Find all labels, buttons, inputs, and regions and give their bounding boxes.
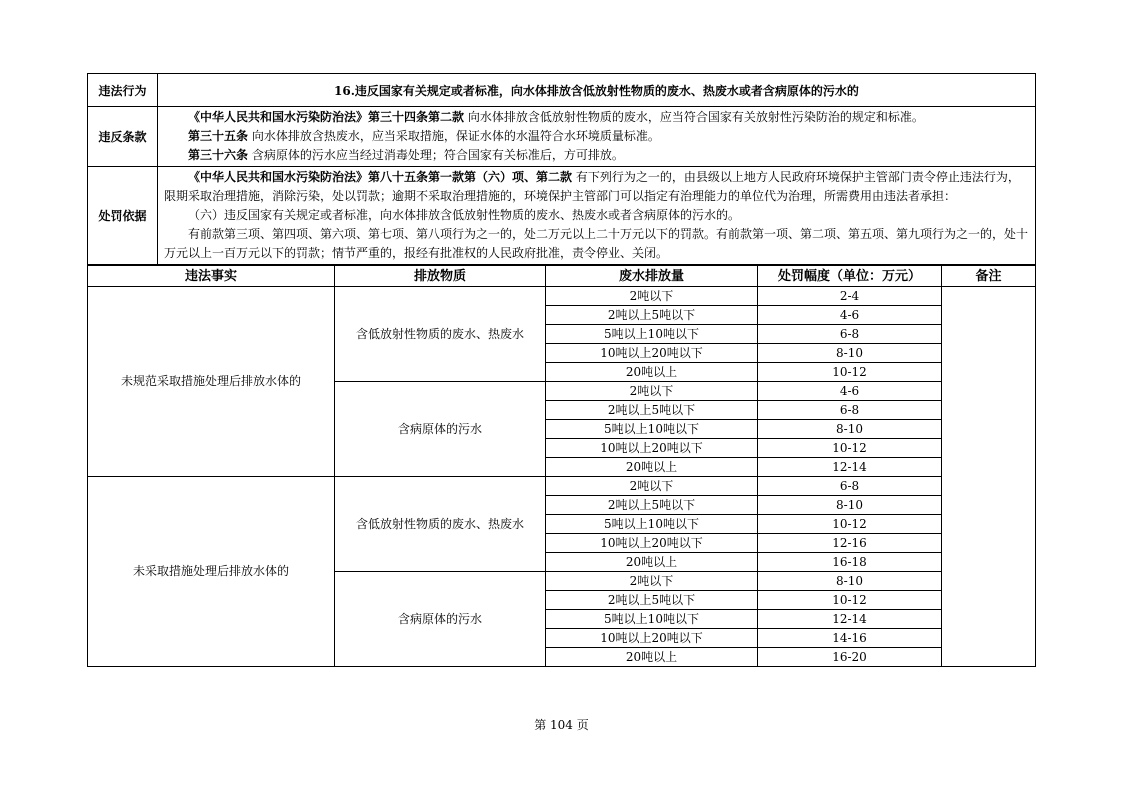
volume-cell: 2吨以上5吨以下 [546, 591, 758, 610]
clauses-row [88, 107, 1036, 167]
header-volume: 废水排放量 [546, 266, 758, 287]
clauses-label: 违反条款 [88, 107, 158, 167]
volume-cell: 5吨以上10吨以下 [546, 515, 758, 534]
substance-cell: 含低放射性物质的废水、热废水 [335, 477, 546, 572]
penalty-body [88, 287, 1036, 667]
volume-cell: 5吨以上10吨以下 [546, 420, 758, 439]
clause-body: 向水体排放含低放射性物质的废水，应当符合国家有关放射性污染防治的规定和标准。 [464, 110, 924, 124]
volume-cell: 20吨以上 [546, 363, 758, 382]
penalty-table [87, 265, 1036, 667]
basis-paragraph: 有前款第三项、第四项、第六项、第七项、第八项行为之一的，处二万元以上二十万元以下的罚款。有前款第一项、第二项、第五项、第九项行为之一的，处十万元以上一百万元以下的罚款；情节严重的，报经有批准权的人民政府批准，责令停业、关闭。 [164, 227, 1029, 260]
penalty-cell: 6-8 [758, 325, 942, 344]
penalty-cell: 14-16 [758, 629, 942, 648]
penalty-cell: 16-20 [758, 648, 942, 667]
volume-cell: 10吨以上20吨以下 [546, 629, 758, 648]
basis-body: 有下列行为之一的，由县级以上地方人民政府环境保护主管部门责令停止违法行为，限期采取治理措施，消除污染，处以罚款；逾期不采取治理措施的，环境保护主管部门可以指定有治理能力的单位代为治理，所需费用由违法者承担： [164, 170, 1020, 203]
volume-cell: 20吨以上 [546, 553, 758, 572]
header-penalty: 处罚幅度（单位：万元） [758, 266, 942, 287]
volume-cell: 2吨以上5吨以下 [546, 401, 758, 420]
penalty-cell: 10-12 [758, 363, 942, 382]
note-cell [942, 287, 1036, 667]
penalty-cell: 10-12 [758, 515, 942, 534]
volume-cell: 20吨以上 [546, 458, 758, 477]
volume-cell: 10吨以上20吨以下 [546, 534, 758, 553]
violation-fact-cell: 未采取措施处理后排放水体的 [88, 477, 335, 667]
volume-cell: 2吨以下 [546, 287, 758, 306]
clause-citation: 第三十五条 [188, 129, 249, 143]
volume-cell: 10吨以上20吨以下 [546, 344, 758, 363]
table-row [88, 287, 1036, 306]
basis-paragraph [164, 168, 1029, 206]
clause-paragraph [164, 146, 1029, 165]
substance-cell: 含病原体的污水 [335, 382, 546, 477]
volume-cell: 2吨以下 [546, 572, 758, 591]
volume-cell: 5吨以上10吨以下 [546, 325, 758, 344]
basis-citation: 《中华人民共和国水污染防治法》第八十五条第一款第（六）项、第二款 [188, 170, 573, 184]
violation-fact-cell: 未规范采取措施处理后排放水体的 [88, 287, 335, 477]
volume-cell: 2吨以下 [546, 477, 758, 496]
penalty-cell: 8-10 [758, 496, 942, 515]
penalty-cell: 6-8 [758, 477, 942, 496]
penalty-cell: 16-18 [758, 553, 942, 572]
penalty-cell: 6-8 [758, 401, 942, 420]
penalty-cell: 8-10 [758, 572, 942, 591]
clause-paragraph [164, 108, 1029, 127]
clause-body: 含病原体的污水应当经过消毒处理；符合国家有关标准后，方可排放。 [248, 148, 624, 162]
penalty-cell: 8-10 [758, 344, 942, 363]
clauses-text [158, 107, 1036, 167]
volume-cell: 10吨以上20吨以下 [546, 439, 758, 458]
volume-cell: 2吨以上5吨以下 [546, 496, 758, 515]
page-number: 第 104 页 [534, 718, 589, 732]
penalty-cell: 12-14 [758, 458, 942, 477]
basis-text [158, 167, 1036, 265]
penalty-cell: 4-6 [758, 306, 942, 325]
document-sheet [87, 73, 1035, 667]
volume-cell: 20吨以上 [546, 648, 758, 667]
clause-citation: 《中华人民共和国水污染防治法》第三十四条第二款 [188, 110, 465, 124]
header-note: 备注 [942, 266, 1036, 287]
table-row [88, 477, 1036, 496]
clause-citation: 第三十六条 [188, 148, 249, 162]
violation-row [88, 74, 1036, 107]
header-substance: 排放物质 [335, 266, 546, 287]
substance-cell: 含低放射性物质的废水、热废水 [335, 287, 546, 382]
violation-headline: 16.违反国家有关规定或者标准，向水体排放含低放射性物质的废水、热废水或者含病原体的污水的 [158, 74, 1036, 107]
volume-cell: 5吨以上10吨以下 [546, 610, 758, 629]
header-fact: 违法事实 [88, 266, 335, 287]
violation-label: 违法行为 [88, 74, 158, 107]
penalty-cell: 10-12 [758, 439, 942, 458]
penalty-cell: 2-4 [758, 287, 942, 306]
penalty-cell: 8-10 [758, 420, 942, 439]
clause-paragraph [164, 127, 1029, 146]
penalty-cell: 10-12 [758, 591, 942, 610]
volume-cell: 2吨以上5吨以下 [546, 306, 758, 325]
penalty-cell: 12-14 [758, 610, 942, 629]
basis-row [88, 167, 1036, 265]
substance-cell: 含病原体的污水 [335, 572, 546, 667]
basis-paragraph: （六）违反国家有关规定或者标准，向水体排放含低放射性物质的废水、热废水或者含病原体的污水的。 [188, 208, 741, 222]
penalty-cell: 12-16 [758, 534, 942, 553]
penalty-header-row [88, 266, 1036, 287]
info-table [87, 73, 1036, 265]
volume-cell: 2吨以下 [546, 382, 758, 401]
basis-label: 处罚依据 [88, 167, 158, 265]
penalty-cell: 4-6 [758, 382, 942, 401]
clause-body: 向水体排放含热废水，应当采取措施，保证水体的水温符合水环境质量标准。 [248, 129, 660, 143]
